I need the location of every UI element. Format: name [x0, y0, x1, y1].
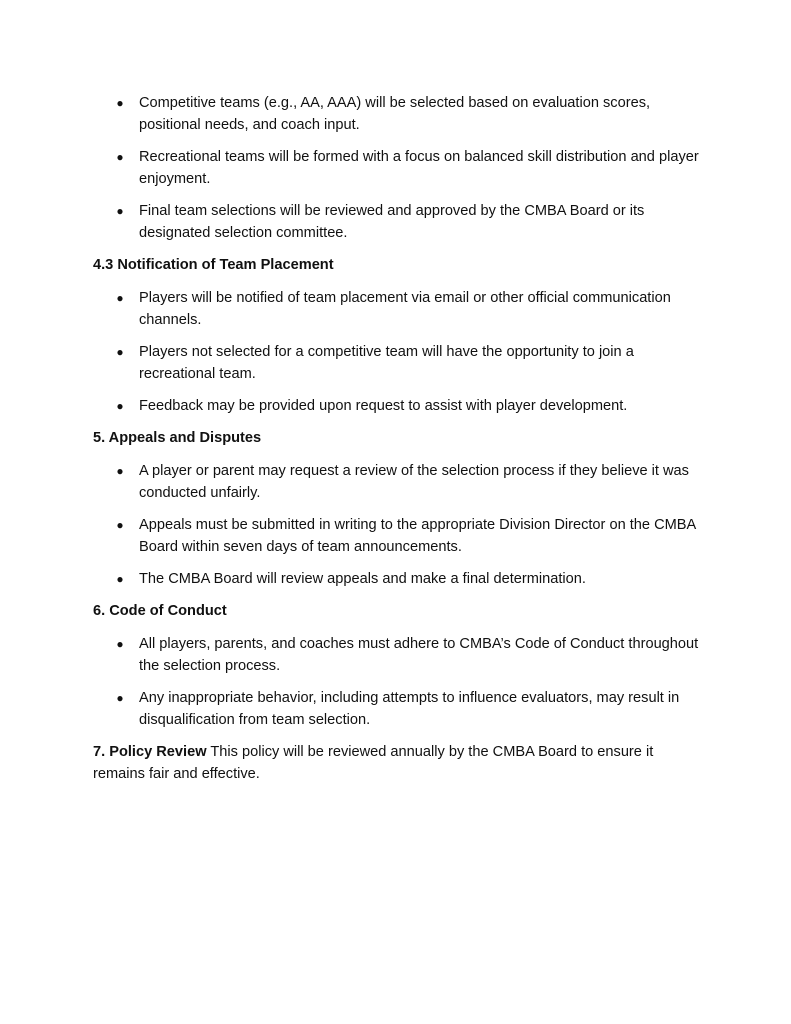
- list-item: ● A player or parent may request a review of the selection process if they believe it was conducted unfairly.: [93, 460, 703, 504]
- bullet-icon: ●: [116, 96, 124, 110]
- bullet-icon: ●: [116, 518, 124, 532]
- policy-review-text: This policy will be reviewed annually by the CMBA Board to ensure it remains fair and effective.: [93, 744, 654, 782]
- list-item: ● The CMBA Board will review appeals and make a final determination.: [93, 568, 703, 590]
- document-page: [93, 92, 703, 785]
- bullet-list-notification: [93, 287, 703, 417]
- list-item: ● All players, parents, and coaches must adhere to CMBA’s Code of Conduct throughout the selection process.: [93, 633, 703, 677]
- list-item: ● Final team selections will be reviewed and approved by the CMBA Board or its designated selection committee.: [93, 200, 703, 244]
- list-item: ● Any inappropriate behavior, including attempts to influence evaluators, may result in disqualification from team selection.: [93, 687, 703, 731]
- list-item: ● Recreational teams will be formed with a focus on balanced skill distribution and player enjoyment.: [93, 146, 703, 190]
- policy-review-title: 7. Policy Review: [93, 744, 207, 760]
- list-item: ● Feedback may be provided upon request to assist with player development.: [93, 395, 703, 417]
- list-item: ● Appeals must be submitted in writing to the appropriate Division Director on the CMBA Board within seven days of team announcements.: [93, 514, 703, 558]
- list-item: ● Players not selected for a competitive team will have the opportunity to join a recreational team.: [93, 341, 703, 385]
- list-item: ● Competitive teams (e.g., AA, AAA) will be selected based on evaluation scores, positional needs, and coach input.: [93, 92, 703, 136]
- section-heading-code-of-conduct: 6. Code of Conduct: [93, 603, 227, 619]
- bullet-icon: ●: [116, 291, 124, 305]
- bullet-icon: ●: [116, 399, 124, 413]
- bullet-icon: ●: [116, 691, 124, 705]
- bullet-icon: ●: [116, 345, 124, 359]
- bullet-list-team-selection: [93, 92, 703, 244]
- policy-review-paragraph: [93, 741, 703, 785]
- bullet-icon: ●: [116, 572, 124, 586]
- bullet-icon: ●: [116, 464, 124, 478]
- list-item: ● Players will be notified of team placement via email or other official communication channels.: [93, 287, 703, 331]
- bullet-icon: ●: [116, 637, 124, 651]
- bullet-list-code-of-conduct: [93, 633, 703, 731]
- section-heading-notification: 4.3 Notification of Team Placement: [93, 257, 334, 273]
- section-heading-appeals: 5. Appeals and Disputes: [93, 430, 262, 446]
- bullet-icon: ●: [116, 150, 124, 164]
- bullet-icon: ●: [116, 204, 124, 218]
- bullet-list-appeals: [93, 460, 703, 590]
